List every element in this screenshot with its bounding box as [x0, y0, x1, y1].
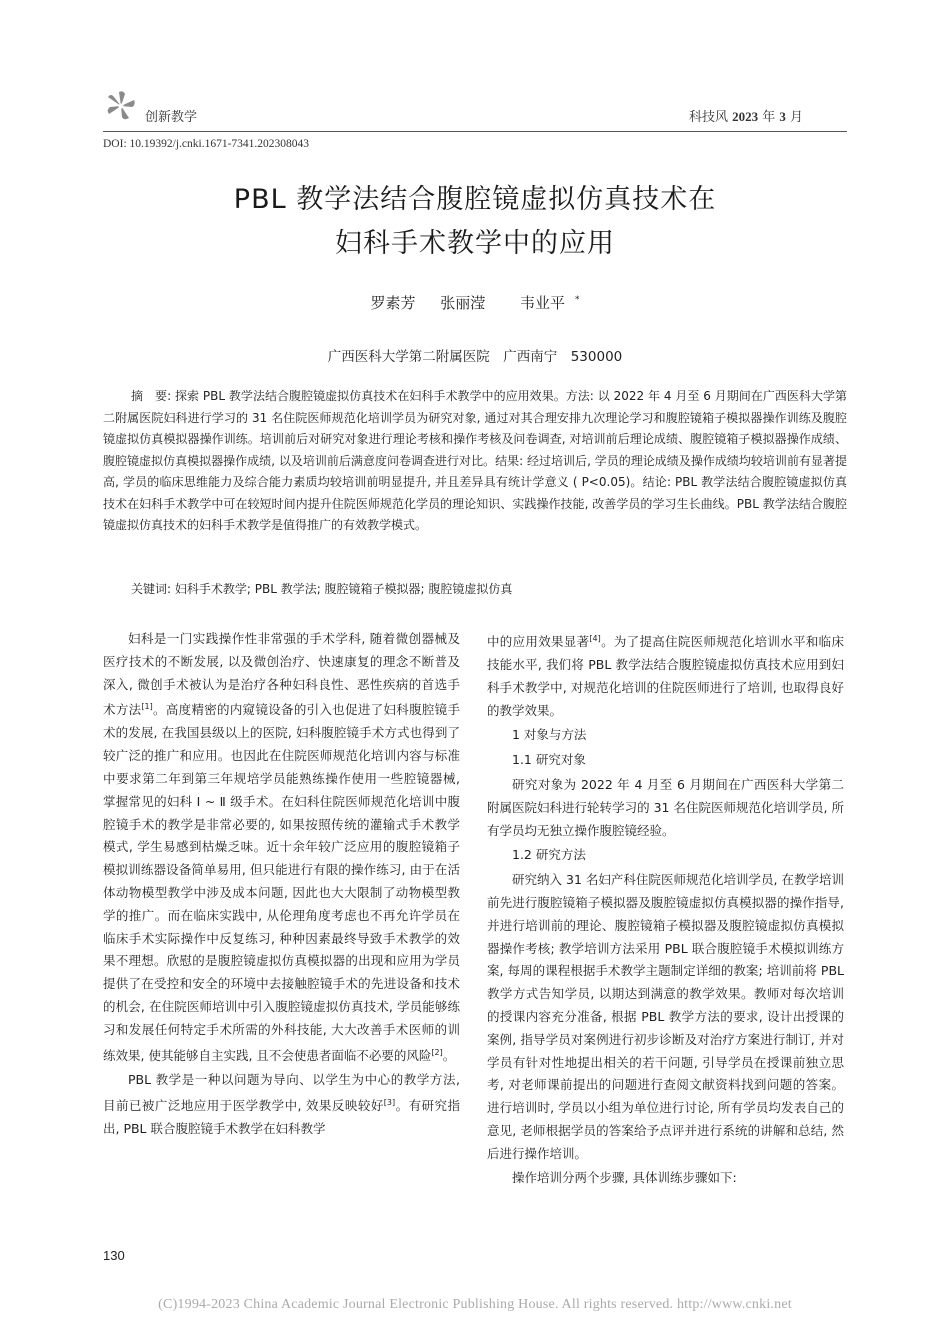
paragraph: 操作培训分两个步骤, 具体训练步骤如下: — [512, 1170, 737, 1186]
paragraph: 妇科是一门实践操作性非常强的手术学科, 随着微创器械及医疗技术的不断发展, 以及微创治疗、快速康复的理念不断普及深入, 微创手术被认为是治疗各种妇科良性、恶性疾病的首选手术方法[1]。高度精密的内窥镜设备的引入也促进了妇科腹腔镜手术的发展, 在我国县级以上的医院, 妇科腹腔镜手术方式也得到了较广泛的推广和应用。也因此在住院医师规范化培训内容与标准中要求第二年到第三年规培学员能熟练操作使用一些腔镜器械, 掌握常见的妇科 Ⅰ ~ Ⅱ 级手术。在妇科住院医师规范化培训中腹腔镜手术的教学是非常必要的, 如果按照传统的灌输式手术教学模式, 学生易感到枯燥乏味。近十余年较广泛应用的腹腔镜箱子模拟训练器设备简单易用, 但只能进行有限的操作练习, 由于在活体动物模型教学中涉及成本问题, 因此也大大限制了动物模型教学的推广。而在临床实践中, 从伦理角度考虑也不再允许学员在临床手术实际操作中反复练习, 种种因素最终导致手术教学的效果不理想。欣慰的是腹腔镜虚拟仿真模拟器的出现和应用为学员提供了在受控和安全的环境中去接触腔镜手术的先进设备和技术的机会, 在住院医师培训中引入腹腔镜虚拟仿真技术, 学员能够练习和发展任何特定手术所需的外科技能, 大大改善手术医师的训练效果, 使其能够自主实践, 且不会使患者面临不必要的风险[2]。 — [103, 631, 460, 1063]
paragraph: 研究对象为 2022 年 4 月至 6 月期间在广西医科大学第二附属医院妇科进行轮转学习的 31 名住院医师规范化培训学员, 所有学员均无独立操作腹腔镜经验。 — [487, 776, 844, 838]
page-number: 130 — [103, 1248, 125, 1263]
body-column-left — [103, 628, 460, 1143]
abstract-text: 探索 PBL 教学法结合腹腔镜虚拟仿真技术在妇科手术教学中的应用效果。方法: 以 2022 年 4 月至 6 月期间在广西医科大学第二附属医院妇科进行学习的 31 名住院医师规范化培训学员为研究对象, 通过对其合理安排九次理论学习和腹腔镜箱子模拟器操作训练及腹腔镜虚拟仿真模拟器操作训练。培训前后对研究对象进行理论考核和操作考核及问卷调查, 对培训前后理论成绩、腹腔镜箱子模拟器操作成绩、腹腔镜虚拟仿真模拟器操作成绩, 以及培训前后满意度问卷调查进行对比。结果: 经过培训后, 学员的理论成绩及操作成绩均较培训前有显著提高, 学员的临床思维能力及综合能力素质均较培训前明显提升, 并且差异具有统计学意义 ( P<0.05)。结论: PBL 教学法结合腹腔镜虚拟仿真技术在妇科手术教学中可在较短时间内提升住院医师规范化学员的理论知识、实践操作技能, 改善学员的学习生长曲线。PBL 教学法结合腹腔镜虚拟仿真技术的妇科手术教学是值得推广的有效教学模式。 — [103, 389, 848, 532]
citation-ref: [3] — [383, 1098, 396, 1108]
subsection-heading: 1.1 研究对象 — [512, 752, 586, 768]
section-name: 创新教学 — [145, 110, 198, 125]
abstract — [103, 386, 847, 537]
affiliation: 广西医科大学第二附属医院 广西南宁 530000 — [327, 349, 623, 365]
citation-ref: [1] — [141, 702, 153, 712]
citation-ref: [4] — [589, 634, 601, 643]
corresponding-author-mark: * — [575, 295, 580, 305]
section-heading: 1 对象与方法 — [512, 727, 587, 743]
copyright-watermark: (C)1994-2023 China Academic Journal Electronic Publishing House. All rights reserved. http://www.cnki.net — [158, 1297, 792, 1312]
author-name: 韦业平 * — [520, 294, 580, 312]
body-column-right — [487, 628, 844, 1192]
keywords — [131, 580, 847, 597]
article-title-line-2: 妇科手术教学中的应用 — [335, 228, 615, 259]
paragraph: PBL 教学是一种以问题为导向、以学生为中心的教学方法, 目前已被广泛地应用于医学教学中, 效果反映较好[3]。有研究指出, PBL 联合腹腔镜手术教学在妇科教学 — [103, 1072, 460, 1137]
author-name: 罗素芳 — [370, 294, 416, 312]
author-name: 张丽滢 — [440, 294, 486, 312]
citation-ref: [2] — [431, 1047, 443, 1057]
page-header — [103, 88, 803, 132]
journal-logo-icon — [103, 88, 139, 124]
keywords-text: 妇科手术教学; PBL 教学法; 腹腔镜箱子模拟器; 腹腔镜虚拟仿真 — [171, 582, 513, 596]
author-list — [0, 292, 950, 313]
keywords-label: 关键词: — [131, 582, 172, 596]
article-title-line-1: PBL 教学法结合腹腔镜虚拟仿真技术在 — [233, 184, 717, 215]
subsection-heading: 1.2 研究方法 — [512, 847, 586, 863]
abstract-label: 摘 要: — [131, 389, 172, 403]
journal-issue: 科技风 2023 年 3 月 — [688, 109, 803, 125]
header-divider — [103, 131, 847, 132]
paragraph: 研究纳入 31 名妇产科住院医师规范化培训学员, 在教学培训前先进行腹腔镜箱子模拟器及腹腔镜虚拟仿真模拟器的操作指导, 并进行培训前的理论、腹腔镜箱子模拟器及腹腔镜虚拟仿真模拟器操作考核; 教学培训方法采用 PBL 联合腹腔镜手术模拟训练方案, 每周的课程根据手术教学主题制定详细的教案; 培训前将 PBL 教学方式告知学员, 以期达到满意的教学效果。教师对每次培训的授课内容充分准备, 根据 PBL 教学方法的要求, 设计出授课的案例, 指导学员对案例进行初步诊断及对治疗方案进行制订, 并对学员有针对性地提出相关的若干问题, 引导学员在授课前独立思考, 对老师课前提出的问题进行查阅文献资料找到问题的答案。进行培训时, 学员以小组为单位进行讨论, 所有学员均发表自己的意见, 老师根据学员的答案给予点评并进行系统的讲解和总结, 然后进行操作培训。 — [487, 872, 844, 1161]
doi: DOI: 10.19392/j.cnki.1671-7341.202308043 — [103, 138, 310, 150]
paragraph: 中的应用效果显著[4]。为了提高住院医师规范化培训水平和临床技能水平, 我们将 PBL 教学法结合腹腔镜虚拟仿真技术应用到妇科手术教学中, 对规范化培训的住院医师进行了培训, 也取得良好的教学效果。 — [487, 634, 844, 718]
